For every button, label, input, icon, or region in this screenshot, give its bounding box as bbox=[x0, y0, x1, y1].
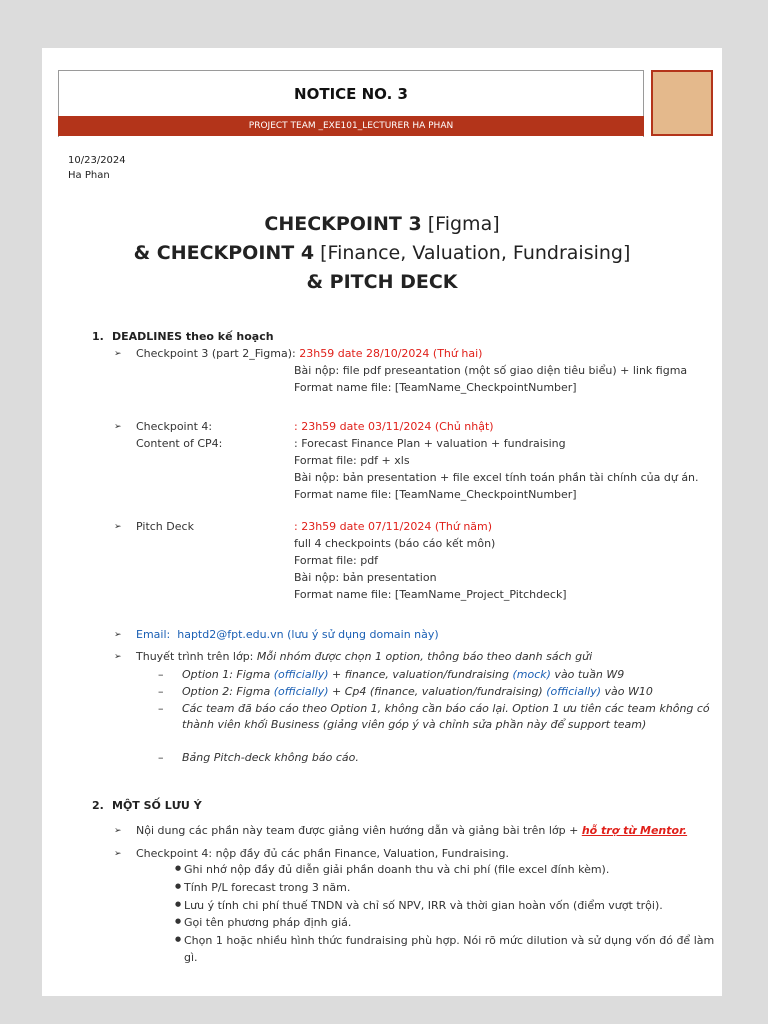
notice-author: Ha Phan bbox=[68, 170, 110, 181]
bullet-item: Lưu ý tính chi phí thuế TNDN và chỉ số NPV, IRR và thời gian hoàn vốn (điểm vượt trội). bbox=[184, 899, 663, 912]
bullet-dot: ● bbox=[175, 917, 182, 925]
arrow-icon: ➢ bbox=[114, 652, 122, 662]
email-link[interactable]: haptd2@fpt.edu.vn bbox=[177, 628, 284, 641]
note-checkpoint-4: Checkpoint 4: nộp đầy đủ các phần Finance, Valuation, Fundraising. bbox=[136, 847, 509, 860]
cp3-row: Checkpoint 3 (part 2_Figma): 23h59 date 28/10/2024 (Thứ hai) bbox=[136, 347, 483, 360]
dash-marker: – bbox=[158, 751, 164, 764]
pitch-format: Format name file: [TeamName_Project_Pitchdeck] bbox=[294, 588, 567, 601]
title-line-3: & PITCH DECK bbox=[306, 271, 458, 293]
pitch-content: full 4 checkpoints (báo cáo kết môn) bbox=[294, 537, 496, 550]
section-2-number: 2. bbox=[92, 799, 104, 812]
option-2: Option 2: Figma (officially) + Cp4 (finance, valuation/fundraising) (officially) vào W10 bbox=[182, 685, 653, 698]
notice-title: NOTICE NO. 3 bbox=[294, 85, 408, 103]
arrow-icon: ➢ bbox=[114, 422, 122, 432]
dash-marker: – bbox=[158, 702, 164, 715]
arrow-icon: ➢ bbox=[114, 349, 122, 359]
bullet-dot: ● bbox=[175, 864, 182, 872]
bullet-dot: ● bbox=[175, 900, 182, 908]
cp4-content: : Forecast Finance Plan + valuation + fundraising bbox=[294, 437, 566, 450]
dash-marker: – bbox=[158, 685, 164, 698]
cp4-content-label: Content of CP4: bbox=[136, 437, 223, 450]
pitch-submit: Bài nộp: bản presentation bbox=[294, 571, 437, 584]
present-row: Thuyết trình trên lớp: Mỗi nhóm được chọn 1 option, thông báo theo danh sách gửi bbox=[136, 650, 593, 663]
cp4-file: Format file: pdf + xls bbox=[294, 454, 410, 467]
arrow-icon: ➢ bbox=[114, 849, 122, 859]
section-2-heading: MỘT SỐ LƯU Ý bbox=[112, 799, 202, 812]
bullet-dot: ● bbox=[175, 935, 182, 943]
arrow-icon: ➢ bbox=[114, 826, 122, 836]
title-line-2: & CHECKPOINT 4 [Finance, Valuation, Fundraising] bbox=[133, 242, 631, 264]
notice-subtitle-band: PROJECT TEAM _EXE101_LECTURER HA PHAN bbox=[58, 116, 644, 136]
cp4-deadline: : 23h59 date 03/11/2024 (Chủ nhật) bbox=[294, 420, 494, 433]
bullet-item-continued: gì. bbox=[184, 951, 198, 964]
bullet-item: Gọi tên phương pháp định giá. bbox=[184, 916, 352, 929]
cp4-label: Checkpoint 4: bbox=[136, 420, 213, 433]
note-mentor: Nội dung các phần này team được giảng viên hướng dẫn và giảng bài trên lớp + hỗ trợ từ Mentor. bbox=[136, 824, 688, 837]
bullet-item: Ghi nhớ nộp đầy đủ diễn giải phần doanh thu và chi phí (file excel đính kèm). bbox=[184, 863, 610, 876]
cp3-format: Format name file: [TeamName_CheckpointNumber] bbox=[294, 381, 577, 394]
arrow-icon: ➢ bbox=[114, 522, 122, 532]
pitch-file: Format file: pdf bbox=[294, 554, 379, 567]
arrow-icon: ➢ bbox=[114, 630, 122, 640]
bullet-item: Chọn 1 hoặc nhiều hình thức fundraising phù hợp. Nói rõ mức dilution và sử dụng vốn đó để làm bbox=[184, 934, 715, 947]
team-note-line-2: thành viên khối Business (giảng viên góp ý và chỉnh sửa phần này để support team) bbox=[182, 718, 647, 731]
section-1-number: 1. bbox=[92, 330, 104, 343]
pitch-label: Pitch Deck bbox=[136, 520, 194, 533]
title-line-1: CHECKPOINT 3 [Figma] bbox=[264, 213, 500, 235]
notice-date: 10/23/2024 bbox=[68, 155, 126, 166]
dash-marker: – bbox=[158, 668, 164, 681]
cp4-format: Format name file: [TeamName_CheckpointNumber] bbox=[294, 488, 577, 501]
cp4-submit: Bài nộp: bản presentation + file excel tính toán phần tài chính của dự án. bbox=[294, 471, 699, 484]
email-row: Email: haptd2@fpt.edu.vn (lưu ý sử dụng domain này) bbox=[136, 628, 439, 641]
document-page bbox=[42, 48, 722, 996]
decorative-square bbox=[651, 70, 713, 136]
section-1-heading: DEADLINES theo kế hoạch bbox=[112, 330, 274, 343]
pitch-deck-note: Bảng Pitch-deck không báo cáo. bbox=[182, 751, 359, 764]
pitch-deadline: : 23h59 date 07/11/2024 (Thứ năm) bbox=[294, 520, 493, 533]
bullet-item: Tính P/L forecast trong 3 năm. bbox=[184, 881, 351, 894]
option-1: Option 1: Figma (officially) + finance, valuation/fundraising (mock) vào tuần W9 bbox=[182, 668, 625, 681]
bullet-dot: ● bbox=[175, 882, 182, 890]
team-note-line-1: Các team đã báo cáo theo Option 1, không cần báo cáo lại. Option 1 ưu tiên các team không có bbox=[182, 702, 710, 715]
cp3-submit: Bài nộp: file pdf preseantation (một số giao diện tiêu biểu) + link figma bbox=[294, 364, 688, 377]
